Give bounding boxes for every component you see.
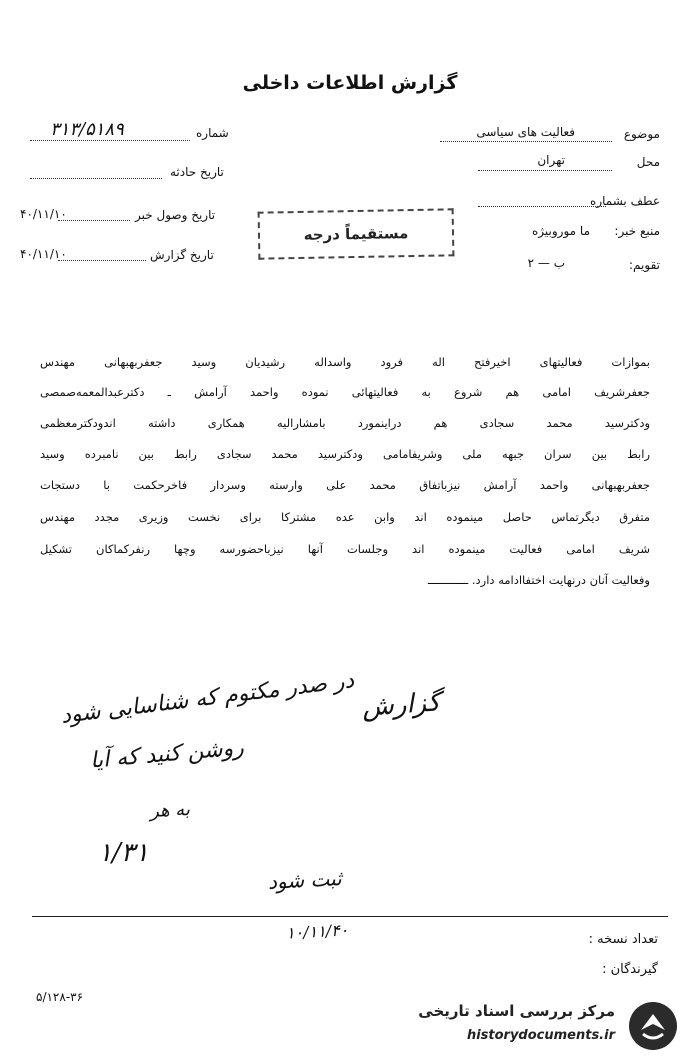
source-label: منبع خبر: xyxy=(614,224,660,238)
watermark-url: historydocuments.ir xyxy=(466,1028,615,1043)
subject-dotted-line xyxy=(440,141,612,142)
body-line: بموازات فعالیتهای اخیرفتح اله فرود واسداله رشیدیان وسید جعفربهبهانی مهندس xyxy=(40,355,650,369)
copies-label: تعداد نسخه : xyxy=(588,932,658,947)
eval-value: ب — ۲ xyxy=(527,256,565,270)
handwritten-note-line: در صدر مکتوم که شناسایی شود xyxy=(59,668,356,729)
watermark-logo-icon xyxy=(627,1000,679,1052)
ref-label: عطف بشماره xyxy=(590,194,660,208)
source-value: ما موروبیژه xyxy=(532,224,590,238)
body-line: ودکترسید محمد سجادی هم دراینمورد بامشارالیه همکاری داشته اندودکترمعظمی xyxy=(40,416,650,430)
watermark-name: مرکز بررسی اسناد تاریخی xyxy=(418,1002,615,1020)
number-dotted-line xyxy=(30,140,190,141)
ref-dotted-line xyxy=(478,206,606,207)
body-line: متفرق دیگرتماس حاصل مینموده اند وابن عده مشترکا برای نخست وزیری مجدد مهندس xyxy=(40,510,650,524)
report-date-dotted-line xyxy=(58,260,146,261)
body-line: جعفرشریف امامی هم شروع به فعالیتهائی نموده واحمد آرامش ـ دکترعبدالمعمه‌صمصی xyxy=(40,385,650,399)
event-date-dotted-line xyxy=(30,178,162,179)
recipients-label: گیرندگان : xyxy=(602,962,658,977)
report-date-label: تاریخ گزارش xyxy=(150,248,214,262)
number-label: شماره xyxy=(196,126,229,140)
handwritten-initials: گزارش xyxy=(361,687,442,723)
place-dotted-line xyxy=(478,170,612,171)
place-value: تهران xyxy=(537,153,565,167)
body-line: شریف امامی فعالیت مینموده اند وجلسات آنها نیزباحضورسه وچها رنفرکماکان تشکیل xyxy=(40,542,650,556)
watermark xyxy=(415,996,685,1056)
classification-stamp: مستقیماً درجه xyxy=(258,208,455,259)
body-line: وفعالیت آنان درنهایت اختفاادامه دارد. ــــــــــــ xyxy=(427,573,650,587)
received-date-value: ۴۰/۱۱/۱۰ xyxy=(20,207,67,221)
report-date-value: ۴۰/۱۱/۱۰ xyxy=(20,247,67,261)
body-line: رابط بین سران جبهه ملی وشریفامامی ودکترسید محمد سجادی رابط بین نامبرده وسید xyxy=(40,447,650,461)
form-code: ۵/۱۲۸-۳۶ xyxy=(36,990,84,1004)
handwritten-signature: ثبت شود xyxy=(267,866,343,894)
handwritten-note-date: ۱/۳۱ xyxy=(98,838,149,868)
handwritten-signature-date: ۱۰/۱۱/۴۰ xyxy=(285,920,349,943)
handwritten-note-line: روشن کنید که آیا xyxy=(89,735,245,774)
eval-label: تقویم: xyxy=(629,258,660,272)
event-date-label: تاریخ حادثه xyxy=(170,165,224,179)
footer-divider xyxy=(32,916,668,917)
subject-label: موضوع xyxy=(623,127,660,141)
place-label: محل xyxy=(636,155,660,169)
received-date-dotted-line xyxy=(58,220,130,221)
body-line: جعفربهبهانی واحمد آرامش نیزباتفاق محمد علی وارسته وسردار فاخرحکمت با دستجات xyxy=(40,478,650,492)
received-date-label: تاریخ وصول خبر xyxy=(135,208,216,222)
number-value: ۳۱۳/۵۱۸۹ xyxy=(50,119,124,140)
handwritten-note-line: به هر xyxy=(149,798,191,823)
document-title: گزارش اطلاعات داخلی xyxy=(242,72,458,94)
subject-value: فعالیت های سیاسی xyxy=(476,125,575,139)
